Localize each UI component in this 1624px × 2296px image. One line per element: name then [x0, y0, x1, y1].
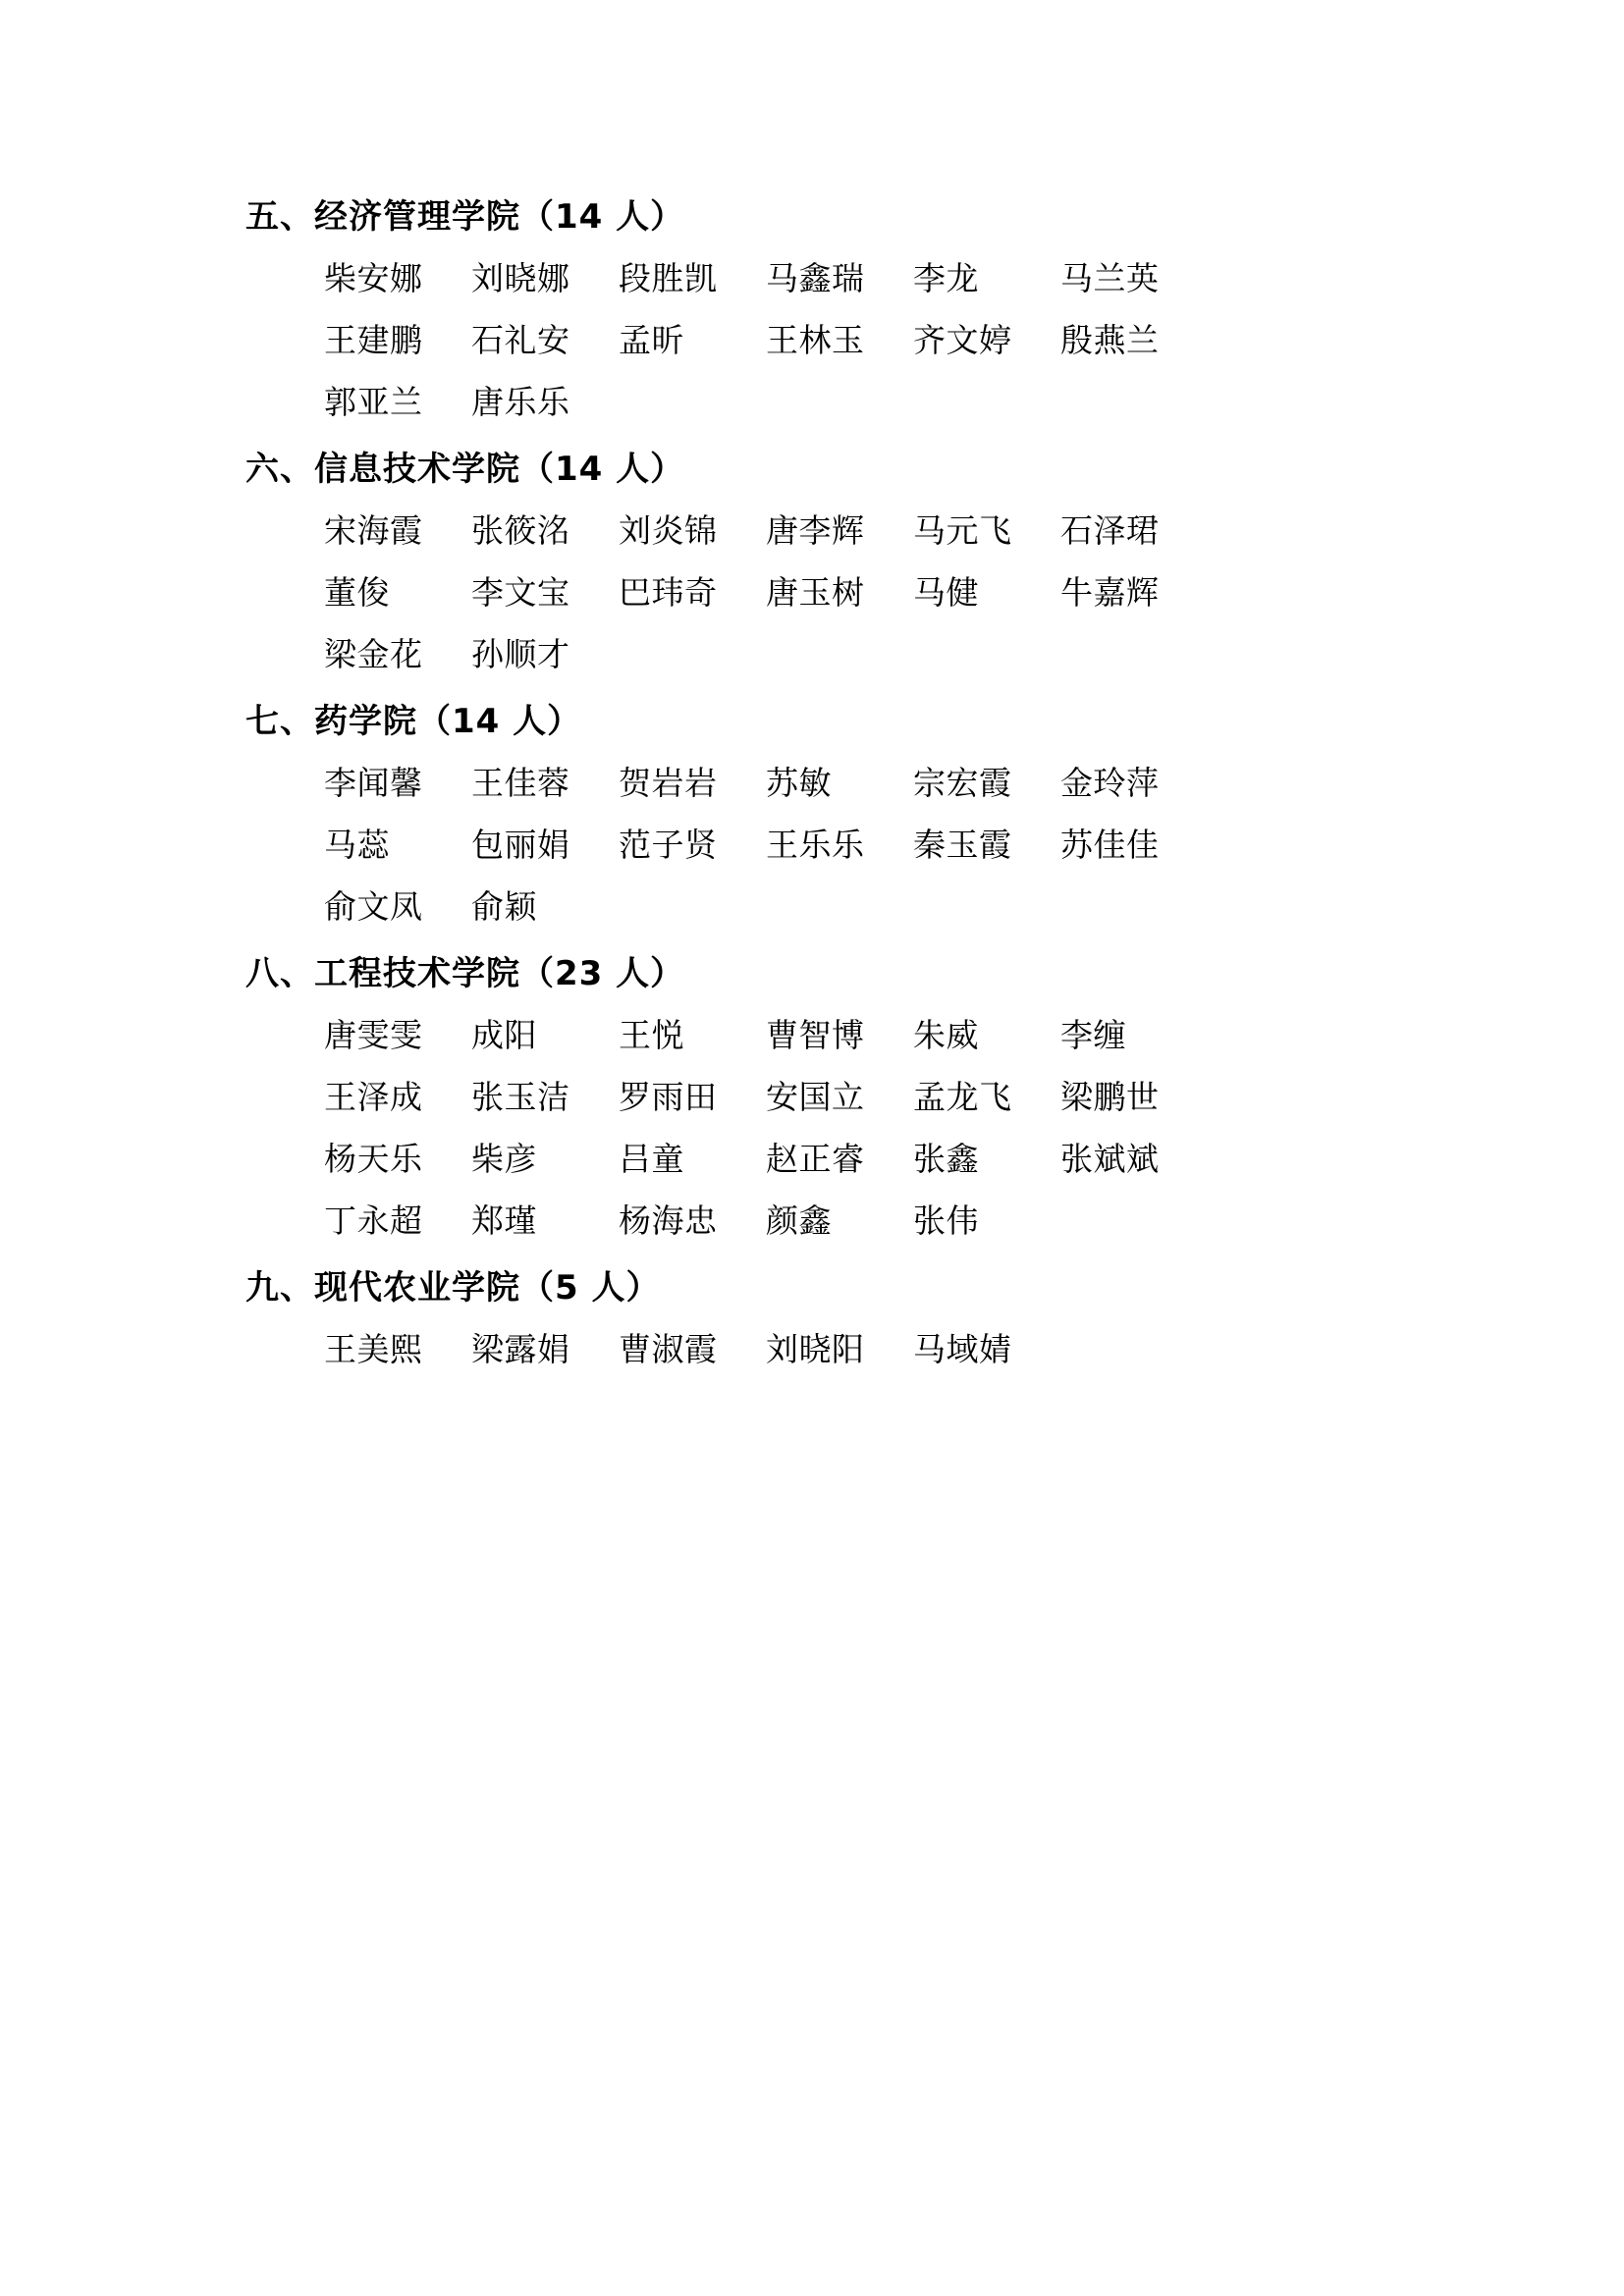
name-row: [324, 1004, 1384, 1066]
name-item: 宗宏霞: [913, 764, 1012, 802]
name-row: [324, 1128, 1384, 1190]
name-item: 唐玉树: [766, 573, 865, 612]
name-item: 王泽成: [324, 1078, 423, 1116]
name-item: 唐乐乐: [471, 383, 570, 421]
name-row: [324, 1066, 1384, 1128]
name-item: 俞文凤: [324, 887, 423, 926]
name-row: [324, 814, 1384, 876]
name-item: 秦玉霞: [913, 826, 1012, 864]
name-row: [324, 752, 1384, 814]
names-block: [324, 247, 1384, 433]
section-economics-management: [245, 187, 1384, 433]
name-item: 曹淑霞: [619, 1330, 718, 1368]
name-item: 董俊: [324, 573, 390, 612]
name-item: 王佳蓉: [471, 764, 570, 802]
section-modern-agriculture: [245, 1257, 1384, 1380]
name-item: 马健: [913, 573, 979, 612]
name-row: [324, 623, 1384, 685]
name-item: 马域婧: [913, 1330, 1012, 1368]
name-item: 范子贤: [619, 826, 718, 864]
name-item: 颜鑫: [766, 1201, 832, 1240]
name-item: 王乐乐: [766, 826, 865, 864]
name-item: 唐雯雯: [324, 1016, 423, 1054]
name-item: 王林玉: [766, 321, 865, 359]
name-item: 孙顺才: [471, 635, 570, 673]
name-item: 马元飞: [913, 511, 1012, 550]
section-heading: 八、工程技术学院（23 人）: [245, 954, 685, 993]
name-item: 张斌斌: [1060, 1140, 1160, 1178]
name-item: 唐李辉: [766, 511, 865, 550]
names-block: [324, 1318, 1384, 1380]
name-item: 殷燕兰: [1060, 321, 1160, 359]
name-item: 马兰英: [1060, 259, 1160, 297]
name-row: [324, 1190, 1384, 1252]
section-pharmacy: [245, 691, 1384, 937]
name-item: 郑瑾: [471, 1201, 537, 1240]
name-item: 郭亚兰: [324, 383, 423, 421]
name-item: 苏佳佳: [1060, 826, 1160, 864]
name-item: 马鑫瑞: [766, 259, 865, 297]
name-item: 段胜凯: [619, 259, 718, 297]
name-item: 梁鹏世: [1060, 1078, 1160, 1116]
name-item: 刘晓娜: [471, 259, 570, 297]
name-item: 丁永超: [324, 1201, 423, 1240]
name-item: 安国立: [766, 1078, 865, 1116]
name-item: 孟昕: [619, 321, 684, 359]
name-item: 包丽娟: [471, 826, 570, 864]
name-item: 杨天乐: [324, 1140, 423, 1178]
name-item: 金玲萍: [1060, 764, 1160, 802]
section-heading: 七、药学院（14 人）: [245, 702, 582, 741]
document-content: [245, 187, 1384, 2269]
names-block: [324, 752, 1384, 937]
name-item: 张伟: [913, 1201, 979, 1240]
section-engineering-technology: [245, 943, 1384, 1252]
name-item: 石礼安: [471, 321, 570, 359]
name-item: 赵正睿: [766, 1140, 865, 1178]
name-row: [324, 876, 1384, 937]
section-information-technology: [245, 439, 1384, 685]
name-item: 梁露娟: [471, 1330, 570, 1368]
name-row: [324, 371, 1384, 433]
name-row: [324, 1318, 1384, 1380]
name-item: 苏敏: [766, 764, 832, 802]
name-item: 石泽珺: [1060, 511, 1160, 550]
name-item: 贺岩岩: [619, 764, 718, 802]
name-item: 马蕊: [324, 826, 390, 864]
name-item: 牛嘉辉: [1060, 573, 1160, 612]
name-item: 李文宝: [471, 573, 570, 612]
name-item: 李缠: [1060, 1016, 1126, 1054]
name-item: 王美熙: [324, 1330, 423, 1368]
name-item: 柴彦: [471, 1140, 537, 1178]
name-item: 张玉洁: [471, 1078, 570, 1116]
name-item: 曹智博: [766, 1016, 865, 1054]
name-item: 孟龙飞: [913, 1078, 1012, 1116]
name-item: 巴玮奇: [619, 573, 718, 612]
name-item: 齐文婷: [913, 321, 1012, 359]
name-item: 张鑫: [913, 1140, 979, 1178]
name-item: 王建鹏: [324, 321, 423, 359]
name-item: 刘炎锦: [619, 511, 718, 550]
name-item: 宋海霞: [324, 511, 423, 550]
section-heading: 六、信息技术学院（14 人）: [245, 450, 685, 489]
name-item: 吕童: [619, 1140, 684, 1178]
section-heading: 九、现代农业学院（5 人）: [245, 1268, 661, 1308]
name-item: 李龙: [913, 259, 979, 297]
name-row: [324, 247, 1384, 309]
name-item: 俞颖: [471, 887, 537, 926]
name-item: 罗雨田: [619, 1078, 718, 1116]
name-item: 张筱洺: [471, 511, 570, 550]
name-item: 杨海忠: [619, 1201, 718, 1240]
name-item: 梁金花: [324, 635, 423, 673]
names-block: [324, 1004, 1384, 1252]
section-heading: 五、经济管理学院（14 人）: [245, 197, 685, 237]
name-item: 刘晓阳: [766, 1330, 865, 1368]
names-block: [324, 500, 1384, 685]
name-row: [324, 309, 1384, 371]
name-item: 朱威: [913, 1016, 979, 1054]
name-item: 柴安娜: [324, 259, 423, 297]
name-item: 李闻馨: [324, 764, 423, 802]
name-item: 王悦: [619, 1016, 684, 1054]
name-row: [324, 561, 1384, 623]
name-row: [324, 500, 1384, 561]
page-bottom-whitespace: [245, 1386, 1384, 2269]
name-item: 成阳: [471, 1016, 537, 1054]
